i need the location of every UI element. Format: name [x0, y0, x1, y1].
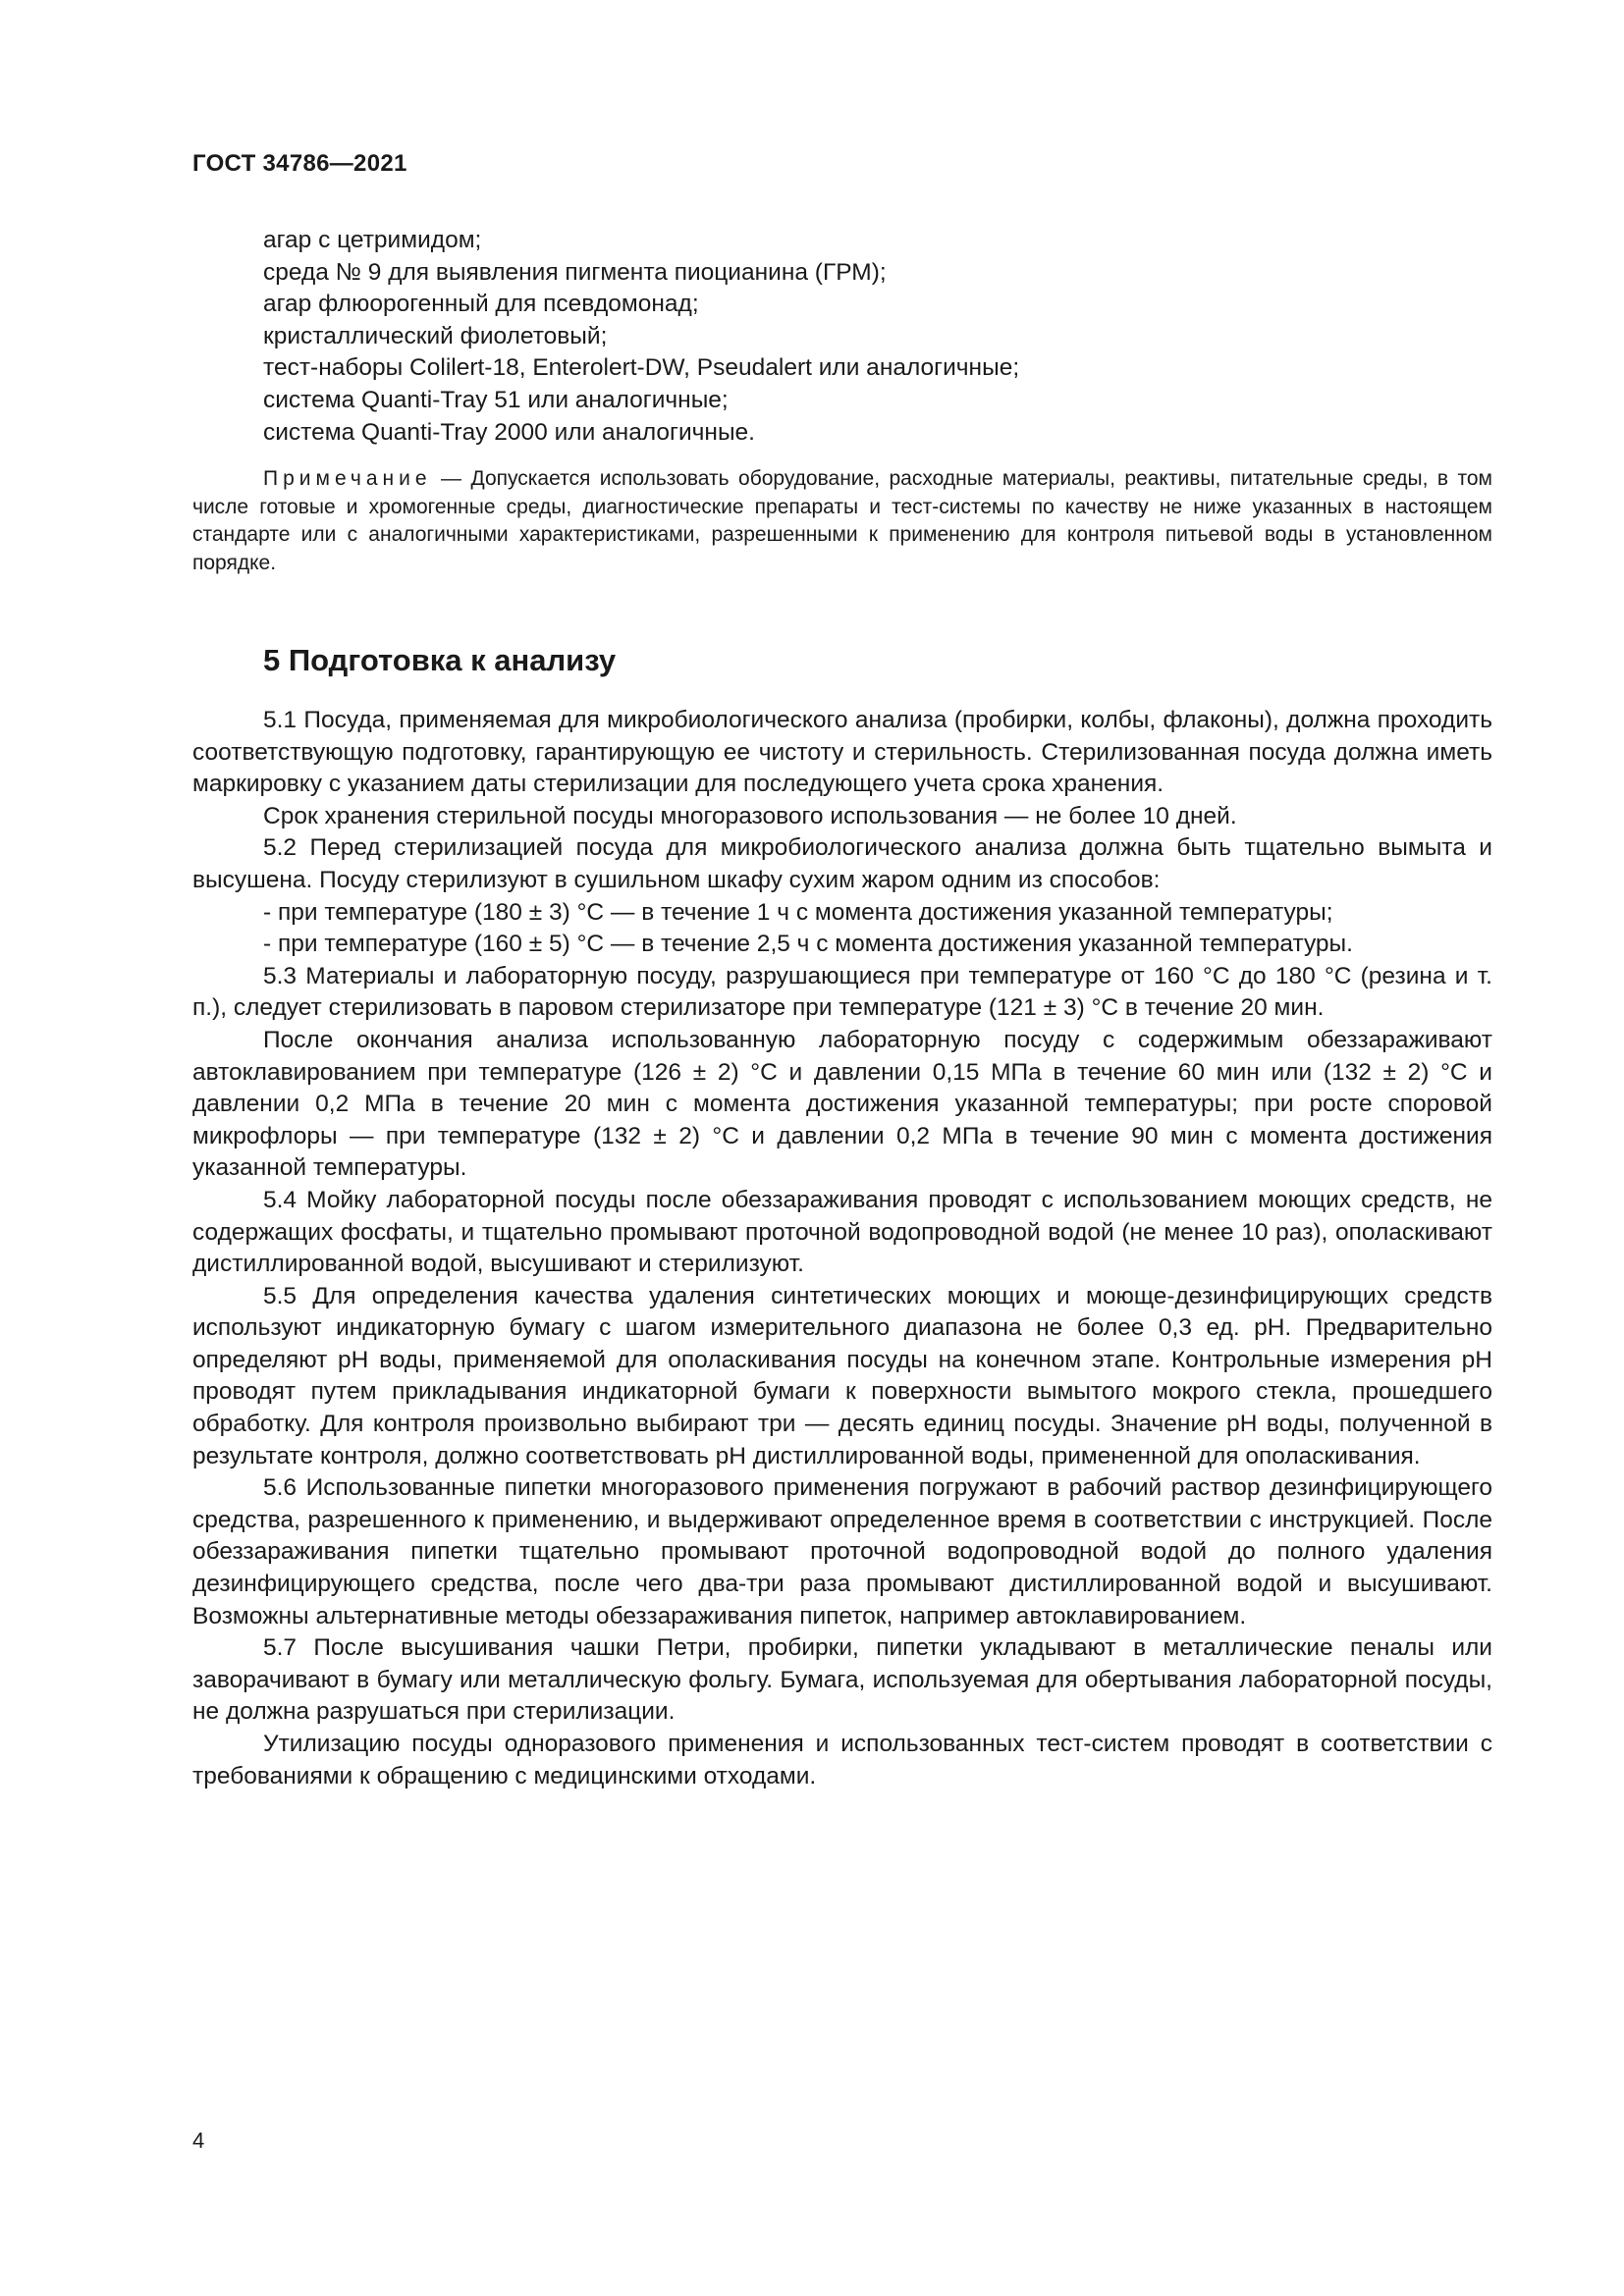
section-title: 5 Подготовка к анализу — [263, 643, 617, 677]
list-item: среда № 9 для выявления пигмента пиоцианина (ГРМ); — [263, 258, 887, 286]
document-header: ГОСТ 34786—2021 — [192, 150, 407, 177]
note-text: — Допускается использовать оборудование, расходные материалы, реактивы, питательные среды, в том числе готовые и хромогенные среды, диагностические препараты и тест-системы по качеству не ниже указанных в настоящем стандарте или с аналогичными характеристиками, разрешенными к применению для контроля питьевой воды в установленном порядке. — [192, 467, 1492, 574]
paragraph: 5.4 Мойку лабораторной посуды после обеззараживания проводят с использованием моющих средств, не содержащих фосфаты, и тщательно промывают проточной водопроводной водой (не менее 10 раз), ополаскивают дистиллированной водой, высушивают и стерилизуют. — [192, 1186, 1492, 1278]
paragraph: После окончания анализа использованную лабораторную посуду с содержимым обеззараживают автоклавированием при температуре (126 ± 2) °С и давлении 0,15 МПа в течение 60 мин или (132 ± 2) °С и давлении 0,2 МПа в течение 20 мин с момента достижения указанной температуры; при росте споровой микрофлоры — при температуре (132 ± 2) °С и давлении 0,2 МПа в течение 90 мин с момента достижения указанной температуры. — [192, 1026, 1492, 1182]
paragraph: Утилизацию посуды одноразового применения и использованных тест-систем проводят в соответствии с требованиями к обращению с медицинскими отходами. — [192, 1731, 1492, 1789]
paragraph: - при температуре (180 ± 3) °С — в течение 1 ч с момента достижения указанной температуры; — [263, 898, 1333, 926]
paragraph: Срок хранения стерильной посуды многоразового использования — не более 10 дней. — [263, 802, 1237, 829]
list-item: кристаллический фиолетовый; — [263, 322, 608, 349]
note-label: Примечание — [263, 467, 432, 490]
paragraph: - при температуре (160 ± 5) °С — в течение 2,5 ч с момента достижения указанной температуры. — [263, 931, 1353, 958]
note-paragraph — [192, 465, 1492, 577]
list-item: агар с цетримидом; — [263, 227, 482, 253]
list-item: система Quanti-Tray 51 или аналогичные; — [263, 386, 729, 413]
list-item: агар флюорогенный для псевдомонад; — [263, 291, 699, 318]
section-body — [192, 705, 1492, 1792]
list-item: тест-наборы Colilert-18, Enterolert-DW, Pseudalert или аналогичные; — [263, 354, 1020, 382]
paragraph: 5.3 Материалы и лабораторную посуду, разрушающиеся при температуре от 160 °С до 180 °С (резина и т. п.), следует стерилизовать в паровом стерилизаторе при температуре (121 ± 3) °С в течение 20 мин. — [192, 962, 1492, 1022]
paragraph: 5.6 Использованные пипетки многоразового применения погружают в рабочий раствор дезинфицирующего средства, разрешенного к применению, и выдерживают определенное время в соответствии с инструкцией. После обеззараживания пипетки тщательно промывают проточной водопроводной водой до полного удаления дезинфицирующего средства, после чего два-три раза промывают дистиллированной водой и высушивают. Возможны альтернативные методы обеззараживания пипеток, например автоклавированием. — [192, 1474, 1492, 1629]
paragraph: 5.7 После высушивания чашки Петри, пробирки, пипетки укладывают в металлические пеналы или заворачивают в бумагу или металлическую фольгу. Бумага, используемая для обертывания лабораторной посуды, не должна разрушаться при стерилизации. — [192, 1634, 1492, 1726]
page-number: 4 — [192, 2128, 205, 2153]
paragraph: 5.2 Перед стерилизацией посуда для микробиологического анализа должна быть тщательно вымыта и высушена. Посуду стерилизуют в сушильном шкафу сухим жаром одним из способов: — [192, 834, 1492, 893]
paragraph: 5.5 Для определения качества удаления синтетических моющих и моюще-дезинфицирующих средств используют индикаторную бумагу с шагом измерительного диапазона не более 0,3 ед. рН. Предварительно определяют рН воды, применяемой для ополаскивания посуды на конечном этапе. Контрольные измерения рН проводят путем прикладывания индикаторной бумаги к поверхности вымытого мокрого стекла, прошедшего обработку. Для контроля произвольно выбирают три — десять единиц посуды. Значение рН воды, полученной в результате контроля, должно соответствовать рН дистиллированной воды, примененной для ополаскивания. — [192, 1282, 1492, 1469]
paragraph: 5.1 Посуда, применяемая для микробиологического анализа (пробирки, колбы, флаконы), должна проходить соответствующую подготовку, гарантирующую ее чистоту и стерильность. Стерилизованная посуда должна иметь маркировку с указанием даты стерилизации для последующего учета срока хранения. — [192, 707, 1492, 798]
list-item: система Quanti-Tray 2000 или аналогичные. — [263, 418, 755, 446]
materials-list — [263, 225, 1510, 449]
